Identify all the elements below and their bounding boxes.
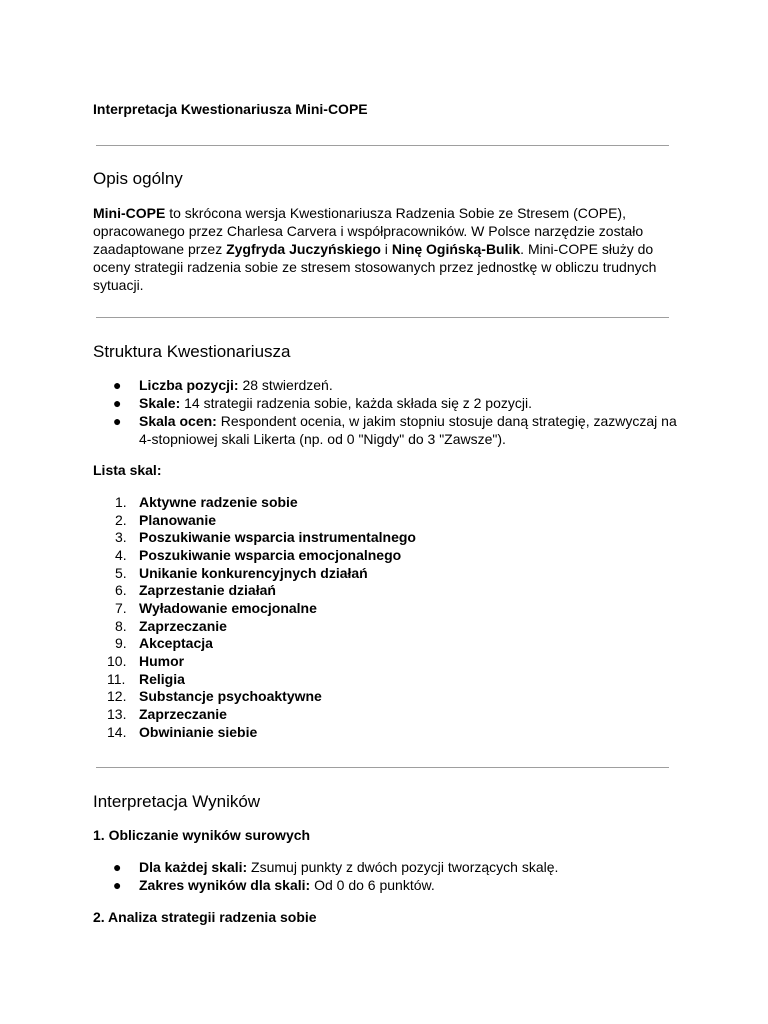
bullet-dot-icon: ● xyxy=(113,377,122,393)
bullet-dot-icon: ● xyxy=(113,876,122,893)
bullet-label: Zakres wyników dla skali: xyxy=(139,876,311,893)
scale-name: Wyładowanie emocjonalne xyxy=(139,599,317,616)
list-number: 11. xyxy=(107,670,126,687)
scale-name: Poszukiwanie wsparcia instrumentalnego xyxy=(139,529,416,546)
intro-paragraph xyxy=(93,205,673,295)
horizontal-rule xyxy=(96,767,669,768)
bullet-dot-icon: ● xyxy=(113,412,122,429)
list-number: 2. xyxy=(115,511,127,528)
horizontal-rule xyxy=(96,317,669,318)
bullet-text: 14 strategii radzenia sobie, każda składa się z 2 pozycji. xyxy=(180,394,532,411)
list-item xyxy=(93,413,683,449)
list-item xyxy=(93,529,493,547)
list-item xyxy=(93,671,493,689)
list-number: 14. xyxy=(107,723,127,740)
structure-bullet-list xyxy=(93,377,683,449)
bullet-dot-icon: ● xyxy=(113,859,122,875)
list-number: 5. xyxy=(115,564,127,581)
document-title: Interpretacja Kwestionariusza Mini-COPE xyxy=(93,101,368,117)
list-number: 10. xyxy=(107,652,127,669)
list-item xyxy=(93,688,493,706)
list-item xyxy=(93,547,493,565)
bold-author: Ninę Ogińską-Bulik xyxy=(391,240,521,257)
list-item xyxy=(93,618,493,636)
list-item xyxy=(93,706,493,724)
list-item xyxy=(93,512,493,530)
list-item xyxy=(93,494,493,512)
scale-name: Zaprzeczanie xyxy=(139,705,227,722)
section-heading-struktura: Struktura Kwestionariusza xyxy=(93,342,291,361)
list-item xyxy=(93,395,683,413)
scales-list-heading: Lista skal: xyxy=(93,462,162,478)
scale-name: Zaprzeczanie xyxy=(139,617,227,634)
section-heading-interpretacja: Interpretacja Wyników xyxy=(93,792,261,811)
bullet-text: Zsumuj punkty z dwóch pozycji tworzących skalę. xyxy=(247,859,559,875)
scale-name: Humor xyxy=(139,652,185,669)
bold-author: Zygfryda Juczyńskiego xyxy=(226,240,381,257)
scale-name: Obwinianie siebie xyxy=(139,723,258,740)
section-heading-opis: Opis ogólny xyxy=(93,169,183,188)
list-item xyxy=(93,635,493,653)
scale-name: Zaprzestanie działań xyxy=(139,582,276,599)
paragraph-text: to skrócona wersja Kwestionariusza Radzenia Sobie ze Stresem (COPE), opracowanego przez Charlesa Carvera i współpracowników. W Polsce narzędzie zostało zaadaptowane przez xyxy=(93,205,644,257)
bullet-text: Od 0 do 6 punktów. xyxy=(310,876,435,893)
horizontal-rule xyxy=(96,145,669,146)
subheading-strategy-analysis: 2. Analiza strategii radzenia sobie xyxy=(93,909,317,925)
list-number: 13. xyxy=(107,705,127,722)
list-item xyxy=(93,377,683,395)
list-item xyxy=(93,600,493,618)
list-number: 1. xyxy=(115,494,127,510)
scale-name: Religia xyxy=(139,670,185,687)
scale-name: Unikanie konkurencyjnych działań xyxy=(139,564,368,581)
list-number: 7. xyxy=(115,599,127,616)
list-item xyxy=(93,582,493,600)
bullet-label: Liczba pozycji: xyxy=(139,377,239,393)
list-number: 9. xyxy=(115,635,127,652)
bullet-label: Dla każdej skali: xyxy=(139,859,248,875)
scale-name: Poszukiwanie wsparcia emocjonalnego xyxy=(139,546,402,563)
bullet-label: Skale: xyxy=(139,394,181,411)
bold-term: Mini-COPE xyxy=(93,205,166,221)
paragraph-text: i xyxy=(380,240,392,257)
list-item xyxy=(93,653,493,671)
bullet-label: Skala ocen: xyxy=(139,412,217,429)
scales-numbered-list xyxy=(93,494,493,741)
scale-name: Planowanie xyxy=(139,511,217,528)
scale-name: Substancje psychoaktywne xyxy=(139,688,322,705)
bullet-text: 28 stwierdzeń. xyxy=(238,377,333,393)
list-number: 12. xyxy=(107,688,127,705)
scale-name: Aktywne radzenie sobie xyxy=(139,494,298,510)
list-item xyxy=(93,877,683,895)
list-item xyxy=(93,565,493,583)
scale-name: Akceptacja xyxy=(139,635,213,652)
list-item xyxy=(93,859,683,877)
bullet-text: Respondent ocenia, w jakim stopniu stosuje daną strategię, zazwyczaj na 4-stopniowej skali Likerta (np. od 0 "Nigdy" do 3 "Zawsze"). xyxy=(139,412,677,447)
list-item xyxy=(93,724,493,742)
list-number: 3. xyxy=(115,529,127,546)
subheading-raw-scores: 1. Obliczanie wyników surowych xyxy=(93,827,311,843)
list-number: 4. xyxy=(115,546,127,563)
list-number: 6. xyxy=(115,582,127,599)
list-number: 8. xyxy=(115,617,127,634)
paragraph-text: . Mini-COPE służy do oceny strategii radzenia sobie ze stresem stosowanych przez jednostkę w obliczu trudnych sytuacji. xyxy=(93,240,657,293)
bullet-dot-icon: ● xyxy=(113,394,122,411)
scoring-bullet-list xyxy=(93,859,683,895)
